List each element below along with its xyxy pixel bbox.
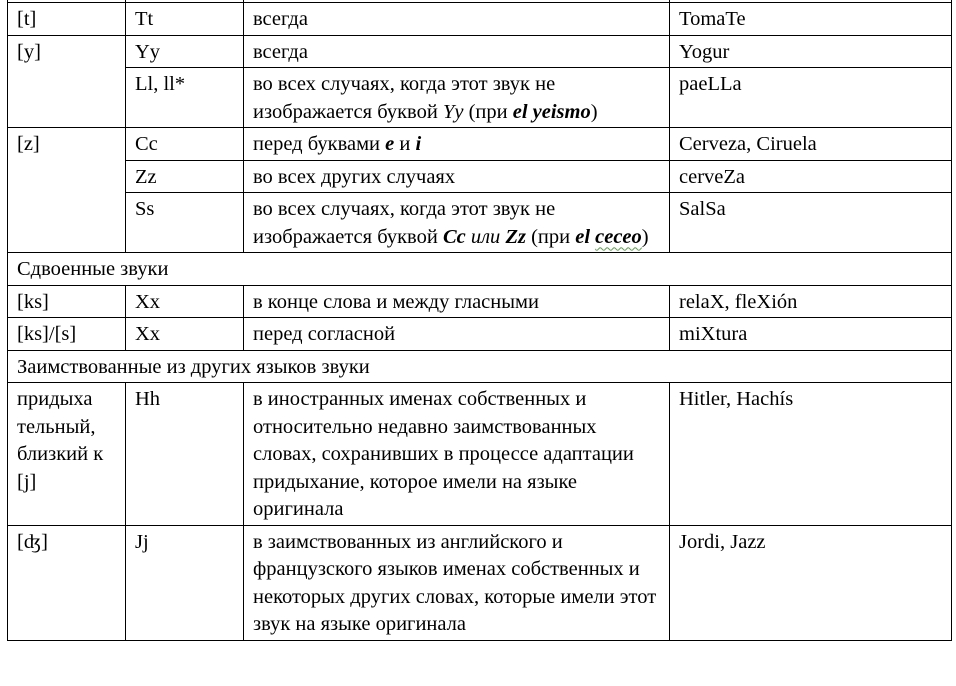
sound-cell: [ks] [8, 285, 126, 318]
section-heading: Заимствованные из других языков звуки [8, 350, 952, 383]
example-cell: miXtura [670, 318, 952, 351]
letter-cell: Cc [126, 128, 244, 161]
rule-cell: в конце слова и между гласными [244, 285, 670, 318]
rule-cell: всегда [244, 35, 670, 68]
letter-cell: Tt [126, 3, 244, 36]
rule-cell: перед буквами e и i [244, 128, 670, 161]
rule-cell: всегда [244, 3, 670, 36]
sound-cell: [z] [8, 128, 126, 253]
example-cell: SalSa [670, 193, 952, 253]
table-row [8, 160, 952, 193]
letter-cell: Xx [126, 285, 244, 318]
sound-cell: [ʤ] [8, 525, 126, 640]
example-cell: TomaTe [670, 3, 952, 36]
rule-cell: во всех случаях, когда этот звук не изображается буквой Yy (при el yeismo) [244, 68, 670, 128]
rule-cell: перед согласной [244, 318, 670, 351]
section-heading: Сдвоенные звуки [8, 253, 952, 286]
example-cell: Cerveza, Ciruela [670, 128, 952, 161]
example-cell: Hitler, Hachís [670, 383, 952, 526]
letter-cell: Zz [126, 160, 244, 193]
sound-cell: [y] [8, 35, 126, 128]
table-row [8, 285, 952, 318]
table-row [8, 383, 952, 526]
table-row [8, 318, 952, 351]
letter-cell: Ll, ll* [126, 68, 244, 128]
table-row [8, 193, 952, 253]
example-cell: Jordi, Jazz [670, 525, 952, 640]
rule-cell: во всех случаях, когда этот звук не изображается буквой Cc или Zz (при el ceceo) [244, 193, 670, 253]
rule-cell: во всех других случаях [244, 160, 670, 193]
table-row [8, 525, 952, 640]
letter-cell: Yy [126, 35, 244, 68]
table-row [8, 3, 952, 36]
table-row [8, 35, 952, 68]
sound-cell: придыха тельный, близкий к [j] [8, 383, 126, 526]
table-row [8, 128, 952, 161]
sound-cell: [t] [8, 3, 126, 36]
example-cell: cerveZa [670, 160, 952, 193]
letter-cell: Ss [126, 193, 244, 253]
section-row [8, 350, 952, 383]
letter-cell: Xx [126, 318, 244, 351]
table-row [8, 68, 952, 128]
letter-cell: Hh [126, 383, 244, 526]
example-cell: Yogur [670, 35, 952, 68]
example-cell: paeLLa [670, 68, 952, 128]
sound-cell: [ks]/[s] [8, 318, 126, 351]
example-cell: relaX, fleXión [670, 285, 952, 318]
section-row [8, 253, 952, 286]
letter-cell: Jj [126, 525, 244, 640]
phonetics-table [7, 0, 952, 641]
rule-cell: в иностранных именах собственных и относительно недавно заимствованных словах, сохранивших в процессе адаптации придыхание, которое имели на языке оригинала [244, 383, 670, 526]
rule-cell: в заимствованных из английского и французского языков именах собственных и некоторых других словах, которые имели этот звук на языке оригинала [244, 525, 670, 640]
